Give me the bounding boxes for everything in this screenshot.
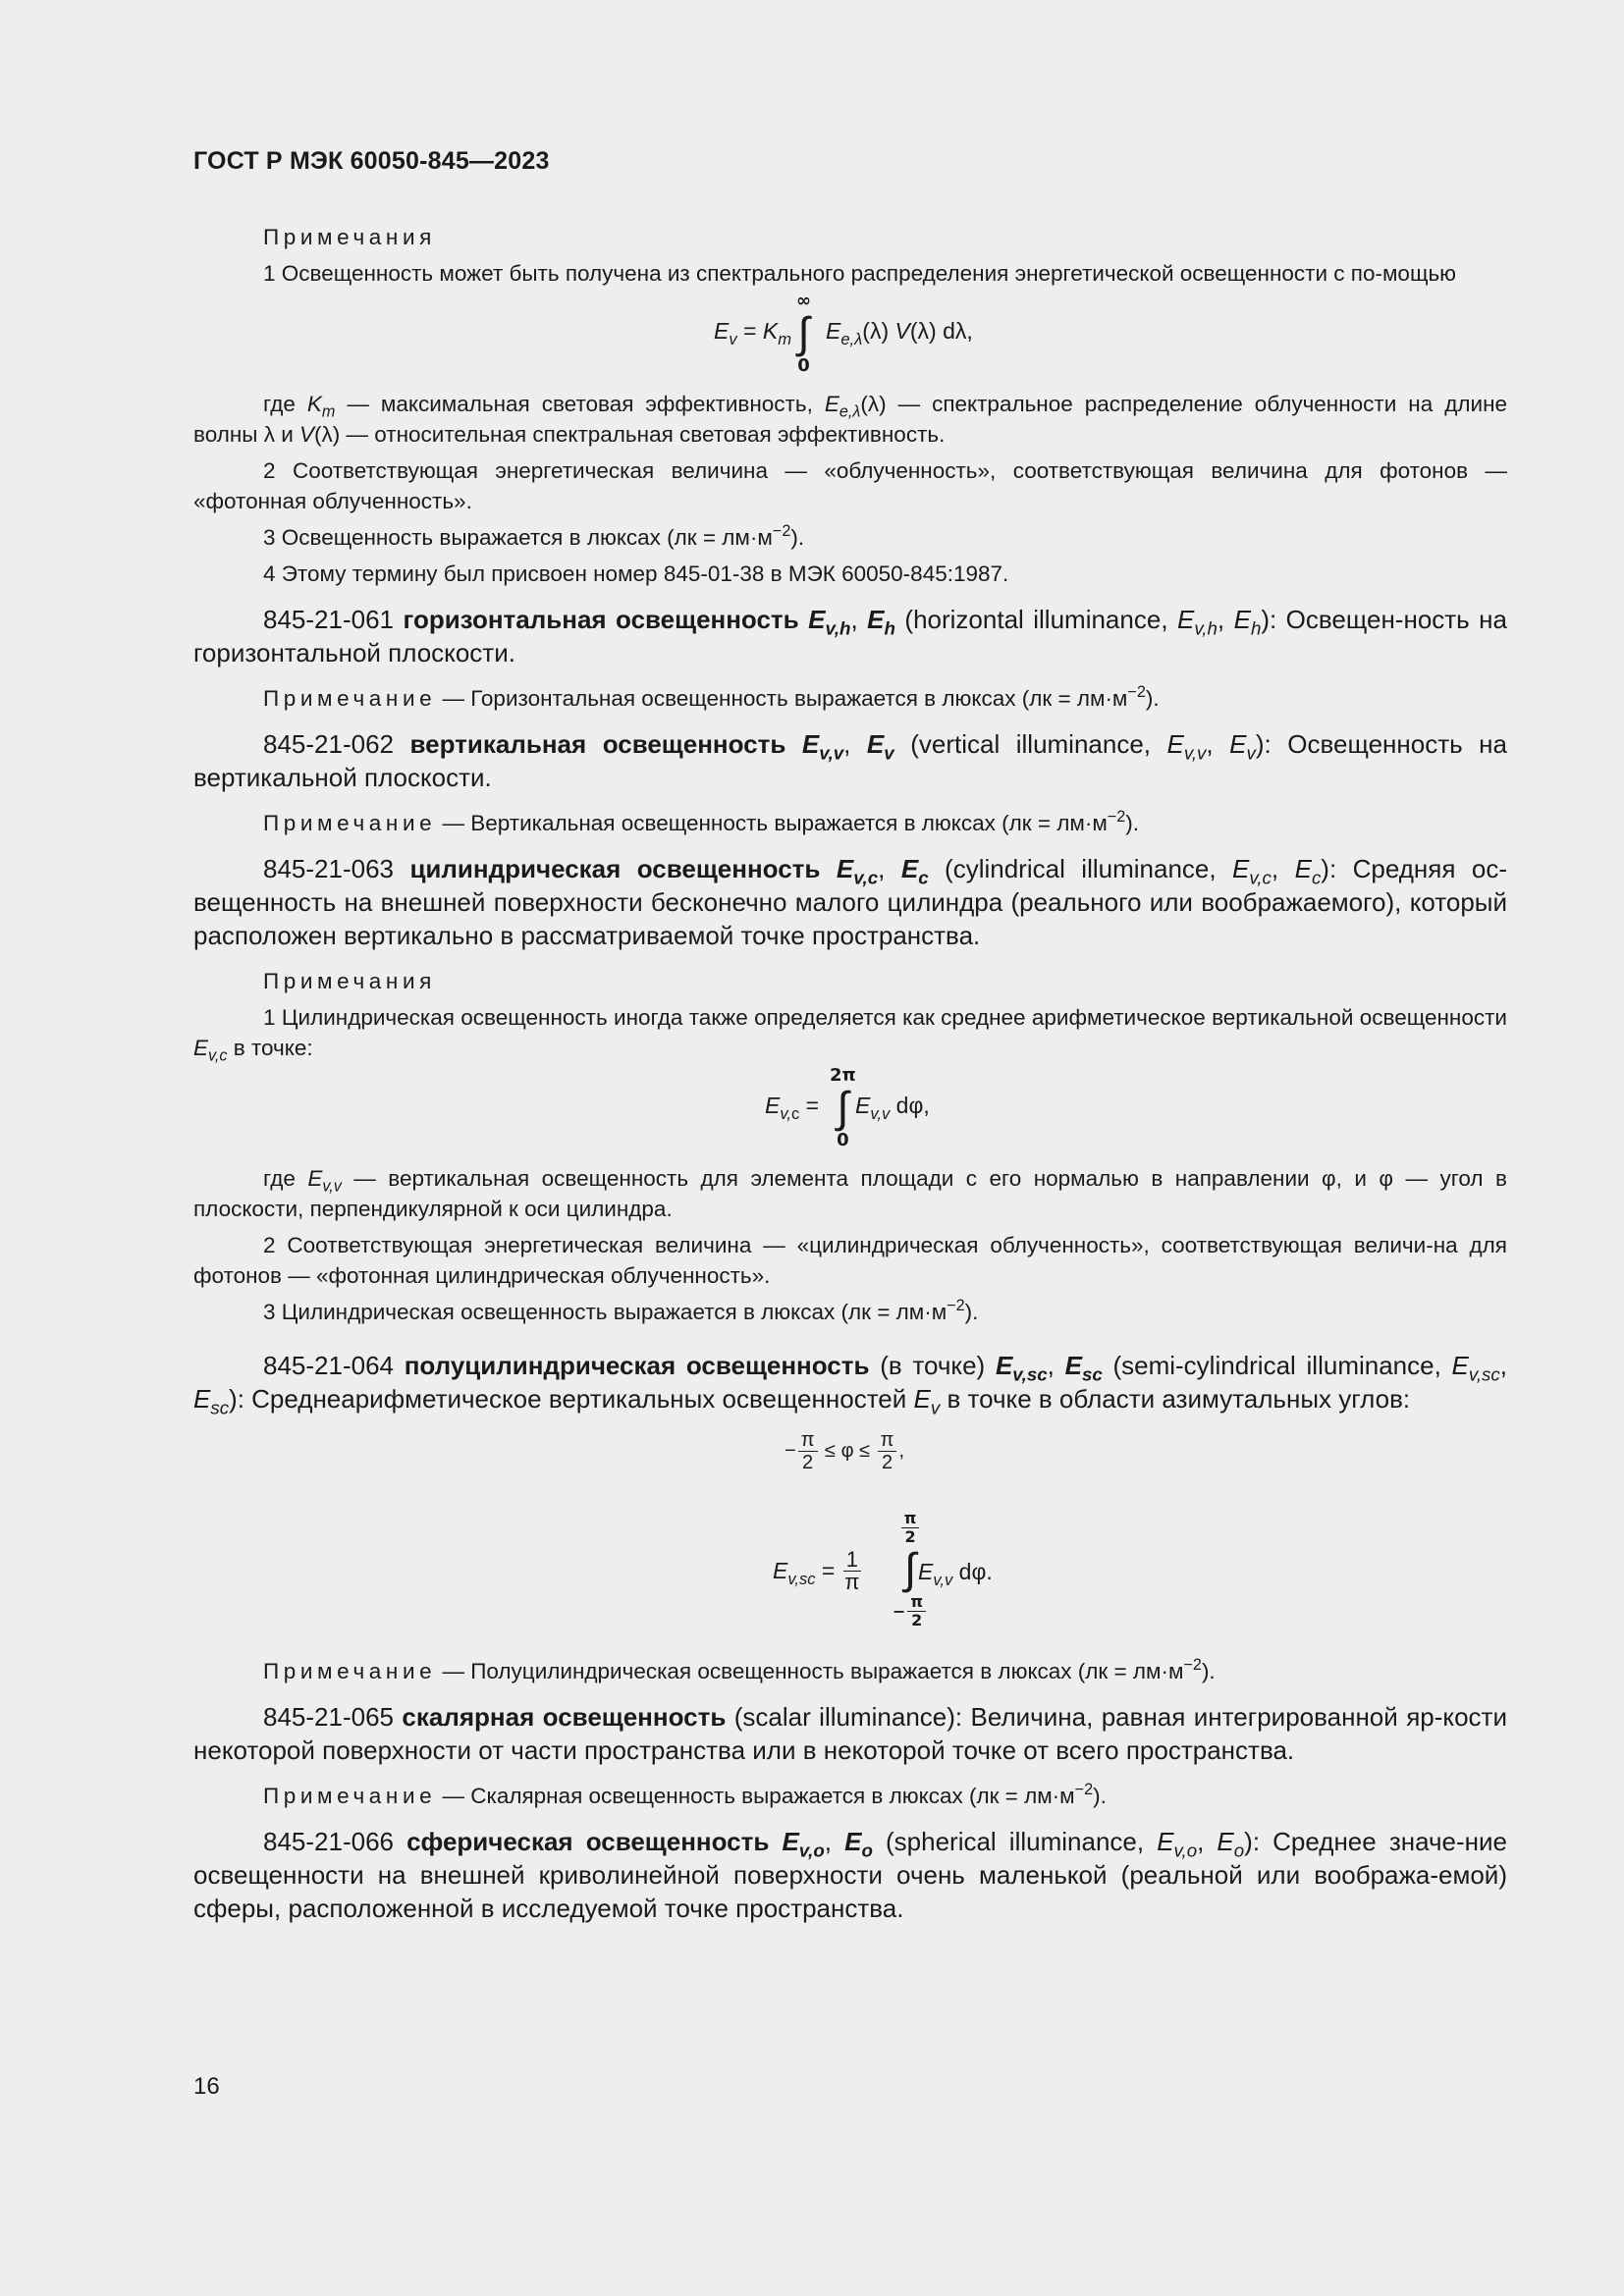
term-845-21-065: 845-21-065 скалярная освещенность (scalar illuminance): Величина, равная интегрированной яр-кости некоторой поверхности от части пространства или в некоторой точке от всего пространства.: [193, 1702, 1507, 1765]
notes-label-063: Примечания: [263, 969, 436, 993]
term-065-note: Примечание — Скалярная освещенность выражается в люксах $(лк = лм\cdot м^{-2})$.: [263, 1781, 1107, 1808]
term-845-21-062: 845-21-062 вертикальная освещенность $E_{v,v}$, $E_v$ (vertical illuminance, $E_{v,v}$, $E_v$): Освещенность на вертикальной плоскости.: [193, 729, 1507, 792]
formula-illuminance: $E_v = K_m$ ∞ ∫ 0 $E_{e,\lambda}(\lambda)$ V(λ) dλ,: [714, 291, 973, 376]
page-content: [193, 222, 1507, 1925]
note-1: 1 Освещенность может быть получена из спектрального распределения энергетической освещенности с по-мощью: [263, 261, 1457, 286]
note-4: 4 Этому термину был присвоен номер 845-01-38 в МЭК 60050-845:1987.: [263, 561, 1009, 586]
term-061-note: Примечание — Горизонтальная освещенность выражается в люксах $(лк = лм\cdot м^{-2})$.: [263, 683, 1160, 711]
note-3: 3 Освещенность выражается в люксах $(лк = лм\cdot м^{-2})$.: [263, 522, 805, 550]
term-063-note-3: 3 Цилиндрическая освещенность выражается в люксах $(лк = лм\cdot м^{-2})$.: [263, 1297, 979, 1324]
integral-lower-limit: 0: [837, 1130, 849, 1150]
term-845-21-063: 845-21-063 цилиндрическая освещенность $E_{v,c}$, $E_c$ (cylindrical illuminance, $E_{v,c}$, $E_c$): Средняя ос-вещенность на внешней поверхности бесконечно малого цилиндра (реального или воображаемого), который расположен вертикально в рассматриваемой точке пространства.: [193, 854, 1508, 950]
integral-sign: ∫: [837, 1083, 849, 1133]
integral-upper-limit: $\frac{\pi}{2}$: [901, 1510, 920, 1546]
term-845-21-064: 845-21-064 полуцилиндрическая освещенность (в точке) $E_{v,sc}$, $E_{sc}$ (semi-cylindrical illuminance, $E_{v,sc}$, $E_{sc}$): Среднеарифметическое вертикальных освещенностей $E_v$ в точке в области азимутальных углов:: [193, 1351, 1507, 1418]
term-062-note: Примечание — Вертикальная освещенность выражается в люксах $(лк = лм\cdot м^{-2})$.: [263, 808, 1140, 835]
term-063-note-2: 2 Соответствующая энергетическая величина — «цилиндрическая облученность», соответствующая величи-на для фотонов — «фотонная цилиндрическая облученность».: [193, 1233, 1507, 1288]
formula-angle-range: [193, 1429, 1507, 1506]
integral-lower-limit: 0: [797, 355, 810, 376]
note-2: 2 Соответствующая энергетическая величина — «облученность», соответствующая величина для фотонов — «фотонная облученность».: [193, 458, 1507, 513]
notes-label: Примечания: [263, 225, 436, 249]
page-header: ГОСТ Р МЭК 60050-845—2023: [193, 147, 550, 175]
term-063-note-1: 1 Цилиндрическая освещенность иногда также определяется как среднее арифметическое вертикальной освещенности $E_{v,c}$ в точке:: [193, 1005, 1507, 1065]
angle-range: − $\frac{\pi}{2}$ ≤ φ ≤ $\frac{\pi}{2}$ ,: [785, 1429, 905, 1473]
integral-upper-limit: ∞: [796, 291, 811, 311]
integral-upper-limit: 2π: [830, 1065, 856, 1086]
note-1-where: где $K_m$ — максимальная световая эффективность, $E_{e,\lambda}(\lambda)$ — спектральное распределение облученности на длине волны λ и V(λ) — относительная спектральная световая эффективность.: [193, 392, 1508, 447]
page-number: 16: [193, 2073, 220, 2100]
integral-sign: ∫: [904, 1544, 917, 1594]
term-845-21-061: 845-21-061 горизонтальная освещенность $E_{v,h}$, $E_h$ (horizontal illuminance, $E_{v,h}$, $E_h$): Освещен-ность на горизонтальной плоскости.: [193, 605, 1508, 667]
integral-lower-limit: − $\frac{\pi}{2}$: [893, 1593, 928, 1629]
formula-semicylindrical: $E_{v,sc}$ = $\frac{1}{\pi}$ $\frac{\pi}{2}$ ∫ − $\frac{\pi}{2}$ $E_{v,v}$ dφ.: [773, 1509, 993, 1629]
term-064-note: Примечание — Полуцилиндрическая освещенность выражается в люксах $(лк = лм\cdot м^{-2})$.: [263, 1656, 1216, 1683]
term-845-21-066: 845-21-066 сферическая освещенность $E_{v,o}$, $E_o$ (spherical illuminance, $E_{v,o}$, $E_o$): Среднее значе-ние освещенности на внешней криволинейной поверхности очень маленькой (реальной или вообража-емой) сферы, расположенной в исследуемой точке пространства.: [193, 1827, 1507, 1923]
term-063-where: где $E_{v,v}$ — вертикальная освещенность для элемента площади с его нормалью в направлении φ, и φ — угол в плоскости, перпендикулярной к оси цилиндра.: [193, 1166, 1507, 1221]
formula-cylindrical: $E_{v,c}$ = 2π ∫ 0 $E_{v,v}$ dφ,: [765, 1065, 930, 1150]
integral-sign: ∫: [797, 308, 810, 358]
